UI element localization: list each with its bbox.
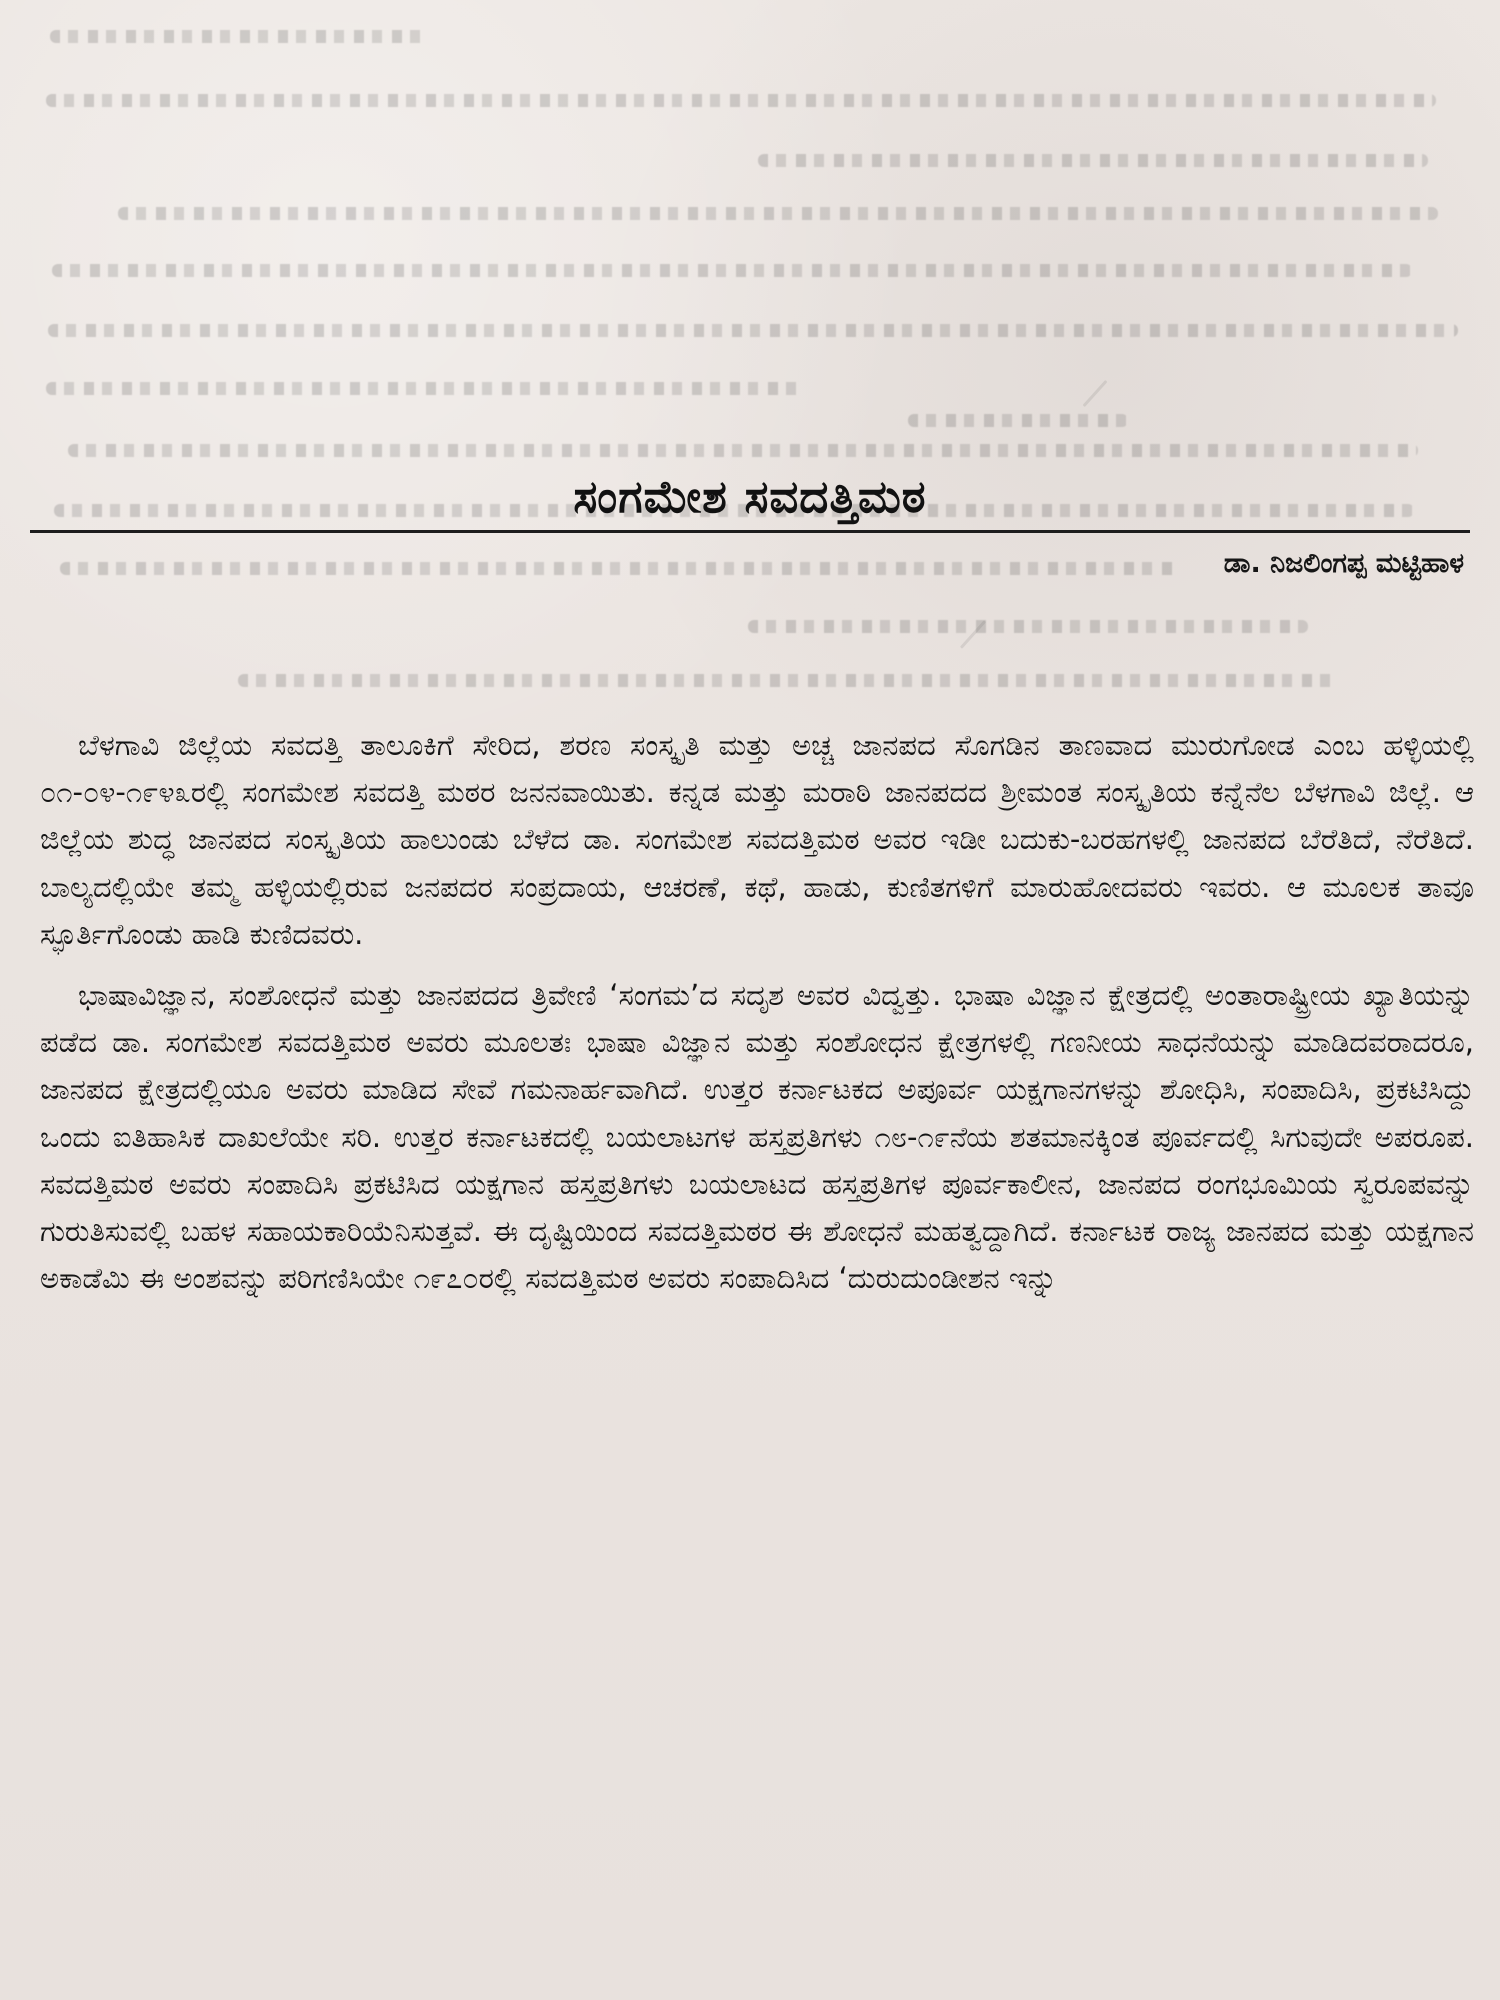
paper-scratch-mark: [960, 620, 986, 649]
bleed-line: [748, 620, 1308, 633]
title-divider: [30, 530, 1470, 533]
bleed-line: [908, 414, 1128, 427]
bleed-line: [50, 30, 430, 43]
bleed-line: [68, 444, 1418, 457]
bleed-line: [758, 154, 1428, 167]
bleed-line: [46, 382, 806, 395]
bleed-line: [60, 562, 1180, 575]
bleed-line: [238, 674, 1338, 687]
bleed-line: [118, 207, 1438, 220]
bleed-line: [48, 324, 1458, 337]
paper-scratch-mark: [1083, 380, 1108, 407]
bleed-line: [46, 94, 1436, 107]
bleed-line: [52, 264, 1412, 277]
paragraph: ಬೆಳಗಾವಿ ಜಿಲ್ಲೆಯ ಸವದತ್ತಿ ತಾಲೂಕಿಗೆ ಸೇರಿದ, ಶರಣ ಸಂಸ್ಕೃತಿ ಮತ್ತು ಅಚ್ಚ ಜಾನಪದ ಸೊಗಡಿನ ತಾಣವಾದ ಮುರುಗೋಡ ಎಂಬ ಹಳ್ಳಿಯಲ್ಲಿ ೦೧-೦೪-೧೯೪೩ರಲ್ಲಿ ಸಂಗಮೇಶ ಸವದತ್ತಿ ಮಠರ ಜನನವಾಯಿತು. ಕನ್ನಡ ಮತ್ತು ಮರಾಠಿ ಜಾನಪದದ ಶ್ರೀಮಂತ ಸಂಸ್ಕೃತಿಯ ಕನ್ನೆನೆಲ ಬೆಳಗಾವಿ ಜಿಲ್ಲೆ. ಆ ಜಿಲ್ಲೆಯ ಶುದ್ಧ ಜಾನಪದ ಸಂಸ್ಕೃತಿಯ ಹಾಲುಂಡು ಬೆಳೆದ ಡಾ. ಸಂಗಮೇಶ ಸವದತ್ತಿಮಠ ಅವರ ಇಡೀ ಬದುಕು-ಬರಹಗಳಲ್ಲಿ ಜಾನಪದ ಬೆರೆತಿದೆ, ನೆರೆತಿದೆ. ಬಾಲ್ಯದಲ್ಲಿಯೇ ತಮ್ಮ ಹಳ್ಳಿಯಲ್ಲಿರುವ ಜನಪದರ ಸಂಪ್ರದಾಯ, ಆಚರಣೆ, ಕಥೆ, ಹಾಡು, ಕುಣಿತಗಳಿಗೆ ಮಾರುಹೋದವರು ಇವರು. ಆ ಮೂಲಕ ತಾವೂ ಸ್ಫೂರ್ತಿಗೊಂಡು ಹಾಡಿ ಕುಣಿದವರು.: [40, 728, 1474, 951]
page-title: ಸಂಗಮೇಶ ಸವದತ್ತಿಮಠ: [573, 470, 927, 523]
paragraph: ಭಾಷಾವಿಜ್ಞಾನ, ಸಂಶೋಧನೆ ಮತ್ತು ಜಾನಪದದ ತ್ರಿವೇಣಿ ‘ಸಂಗಮ’ದ ಸದೃಶ ಅವರ ವಿದ್ವತ್ತು. ಭಾಷಾ ವಿಜ್ಞಾನ ಕ್ಷೇತ್ರದಲ್ಲಿ ಅಂತಾರಾಷ್ಟ್ರೀಯ ಖ್ಯಾತಿಯನ್ನು ಪಡೆದ ಡಾ. ಸಂಗಮೇಶ ಸವದತ್ತಿಮಠ ಅವರು ಮೂಲತಃ ಭಾಷಾ ವಿಜ್ಞಾನ ಮತ್ತು ಸಂಶೋಧನ ಕ್ಷೇತ್ರಗಳಲ್ಲಿ ಗಣನೀಯ ಸಾಧನೆಯನ್ನು ಮಾಡಿದವರಾದರೂ, ಜಾನಪದ ಕ್ಷೇತ್ರದಲ್ಲಿಯೂ ಅವರು ಮಾಡಿದ ಸೇವೆ ಗಮನಾರ್ಹವಾಗಿದೆ. ಉತ್ತರ ಕರ್ನಾಟಕದ ಅಪೂರ್ವ ಯಕ್ಷಗಾನಗಳನ್ನು ಶೋಧಿಸಿ, ಸಂಪಾದಿಸಿ, ಪ್ರಕಟಿಸಿದ್ದು ಒಂದು ಐತಿಹಾಸಿಕ ದಾಖಲೆಯೇ ಸರಿ. ಉತ್ತರ ಕರ್ನಾಟಕದಲ್ಲಿ ಬಯಲಾಟಗಳ ಹಸ್ತಪ್ರತಿಗಳು ೧೮-೧೯ನೆಯ ಶತಮಾನಕ್ಕಿಂತ ಪೂರ್ವದಲ್ಲಿ ಸಿಗುವುದೇ ಅಪರೂಪ. ಸವದತ್ತಿಮಠ ಅವರು ಸಂಪಾದಿಸಿ ಪ್ರಕಟಿಸಿದ ಯಕ್ಷಗಾನ ಹಸ್ತಪ್ರತಿಗಳು ಬಯಲಾಟದ ಹಸ್ತಪ್ರತಿಗಳ ಪೂರ್ವಕಾಲೀನ, ಜಾನಪದ ರಂಗಭೂಮಿಯ ಸ್ವರೂಪವನ್ನು ಗುರುತಿಸುವಲ್ಲಿ ಬಹಳ ಸಹಾಯಕಾರಿಯೆನಿಸುತ್ತವೆ. ಈ ದೃಷ್ಟಿಯಿಂದ ಸವದತ್ತಿಮಠರ ಈ ಶೋಧನೆ ಮಹತ್ವದ್ದಾಗಿದೆ. ಕರ್ನಾಟಕ ರಾಜ್ಯ ಜಾನಪದ ಮತ್ತು ಯಕ್ಷಗಾನ ಅಕಾಡೆಮಿ ಈ ಅಂಶವನ್ನು ಪರಿಗಣಿಸಿಯೇ ೧೯೭೦ರಲ್ಲಿ ಸವದತ್ತಿಮಠ ಅವರು ಸಂಪಾದಿಸಿದ ‘ದುರುದುಂಡೀಶನ ಇನ್ನು: [40, 978, 1474, 1296]
bleed-through-text: [28, 22, 1468, 712]
author-name: ಡಾ. ನಿಜಲಿಂಗಪ್ಪ ಮಟ್ಟಿಹಾಳ: [1223, 548, 1464, 579]
article-body: [40, 722, 1474, 1316]
